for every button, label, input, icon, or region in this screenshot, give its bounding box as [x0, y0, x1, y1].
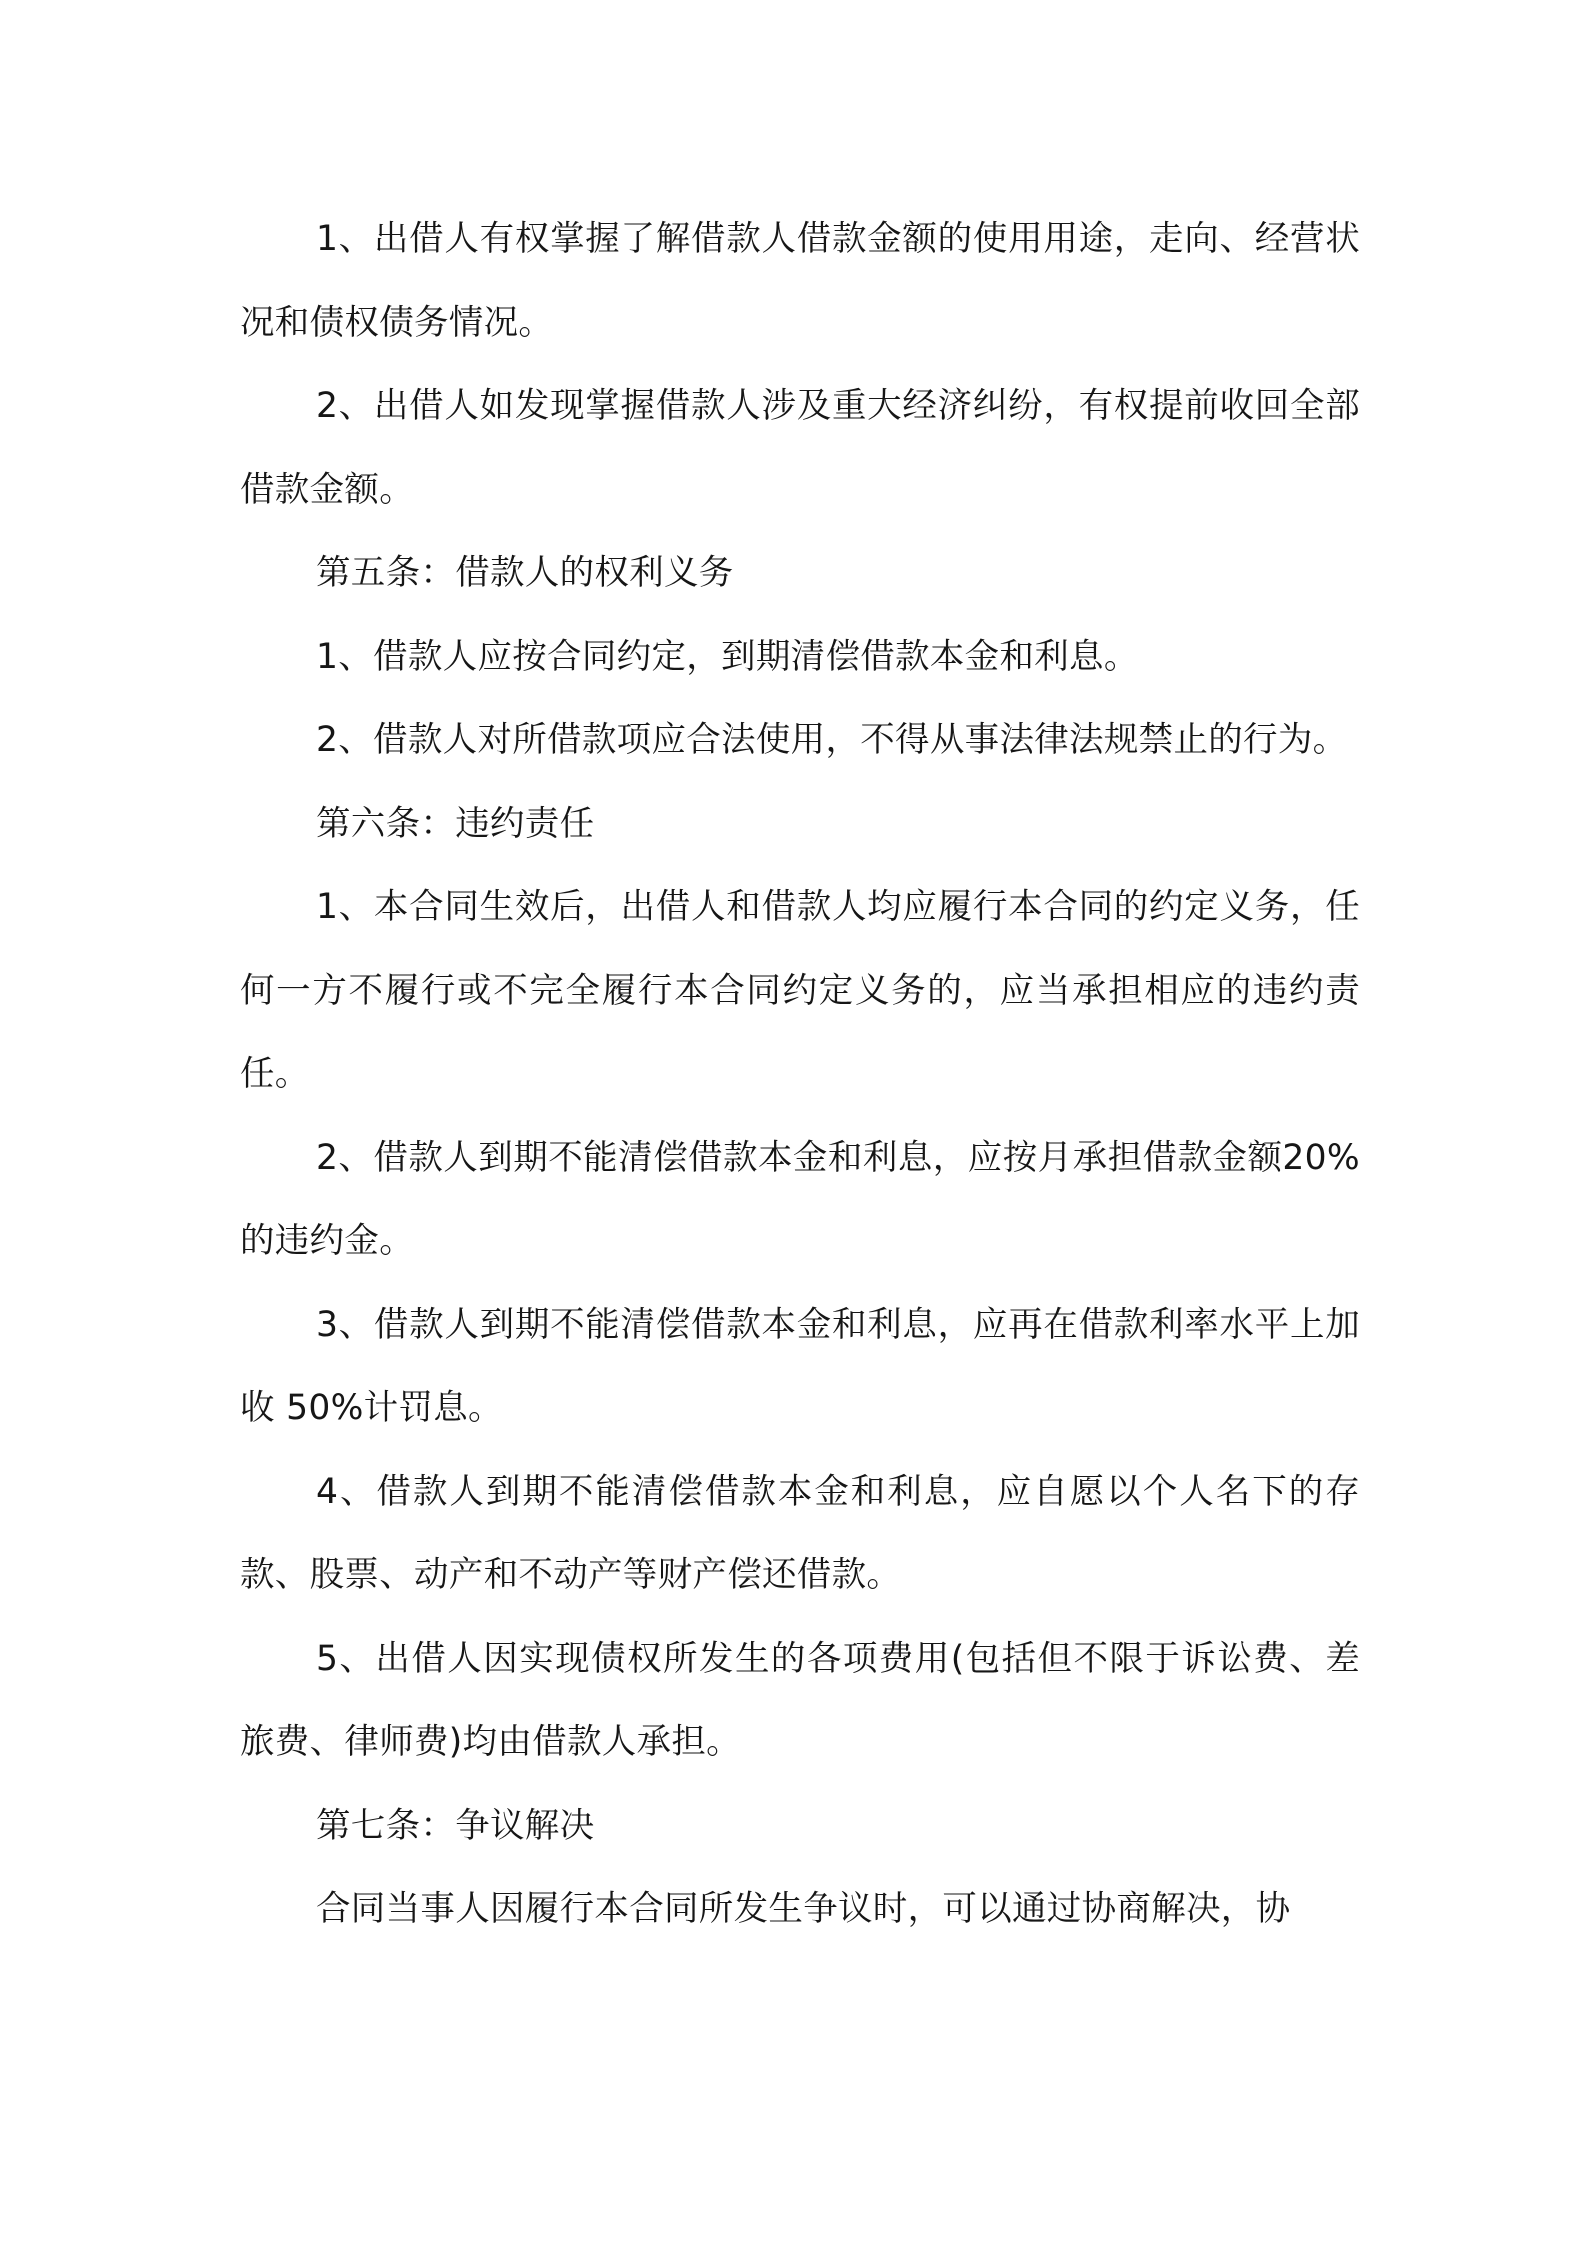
clause-7-heading: 第七条：争议解决 — [316, 1805, 595, 1846]
clause-6-item-1: 1、本合同生效后，出借人和借款人均应履行本合同的约定义务，任何一方不履行或不完全履行本合同约定义务的，应当承担相应的违约责任。 — [240, 887, 1360, 1094]
clause-5-item-1: 1、借款人应按合同约定，到期清偿借款本金和利息。 — [316, 636, 1139, 677]
clause-6-heading: 第六条：违约责任 — [316, 803, 595, 844]
document-page — [240, 198, 1360, 1952]
clause-4-item-1: 1、出借人有权掌握了解借款人借款金额的使用用途，走向、经营状况和债权债务情况。 — [240, 219, 1360, 343]
clause-6-item-2: 2、借款人到期不能清偿借款本金和利息，应按月承担借款金额20%的违约金。 — [240, 1137, 1360, 1261]
clause-5-heading: 第五条：借款人的权利义务 — [316, 553, 734, 593]
clause-6-item-4: 4、借款人到期不能清偿借款本金和利息，应自愿以个人名下的存款、股票、动产和不动产等财产偿还借款。 — [240, 1471, 1360, 1595]
clause-7-text: 合同当事人因履行本合同所发生争议时，可以通过协商解决，协 — [316, 1889, 1291, 1929]
clause-5-item-2: 2、借款人对所借款项应合法使用，不得从事法律法规禁止的行为。 — [316, 720, 1348, 760]
clause-4-item-2: 2、出借人如发现掌握借款人涉及重大经济纠纷，有权提前收回全部借款金额。 — [240, 386, 1360, 510]
clause-6-item-3: 3、借款人到期不能清偿借款本金和利息，应再在借款利率水平上加收 50%计罚息。 — [240, 1304, 1360, 1428]
clause-6-item-5: 5、出借人因实现债权所发生的各项费用(包括但不限于诉讼费、差旅费、律师费)均由借款人承担。 — [240, 1638, 1360, 1762]
